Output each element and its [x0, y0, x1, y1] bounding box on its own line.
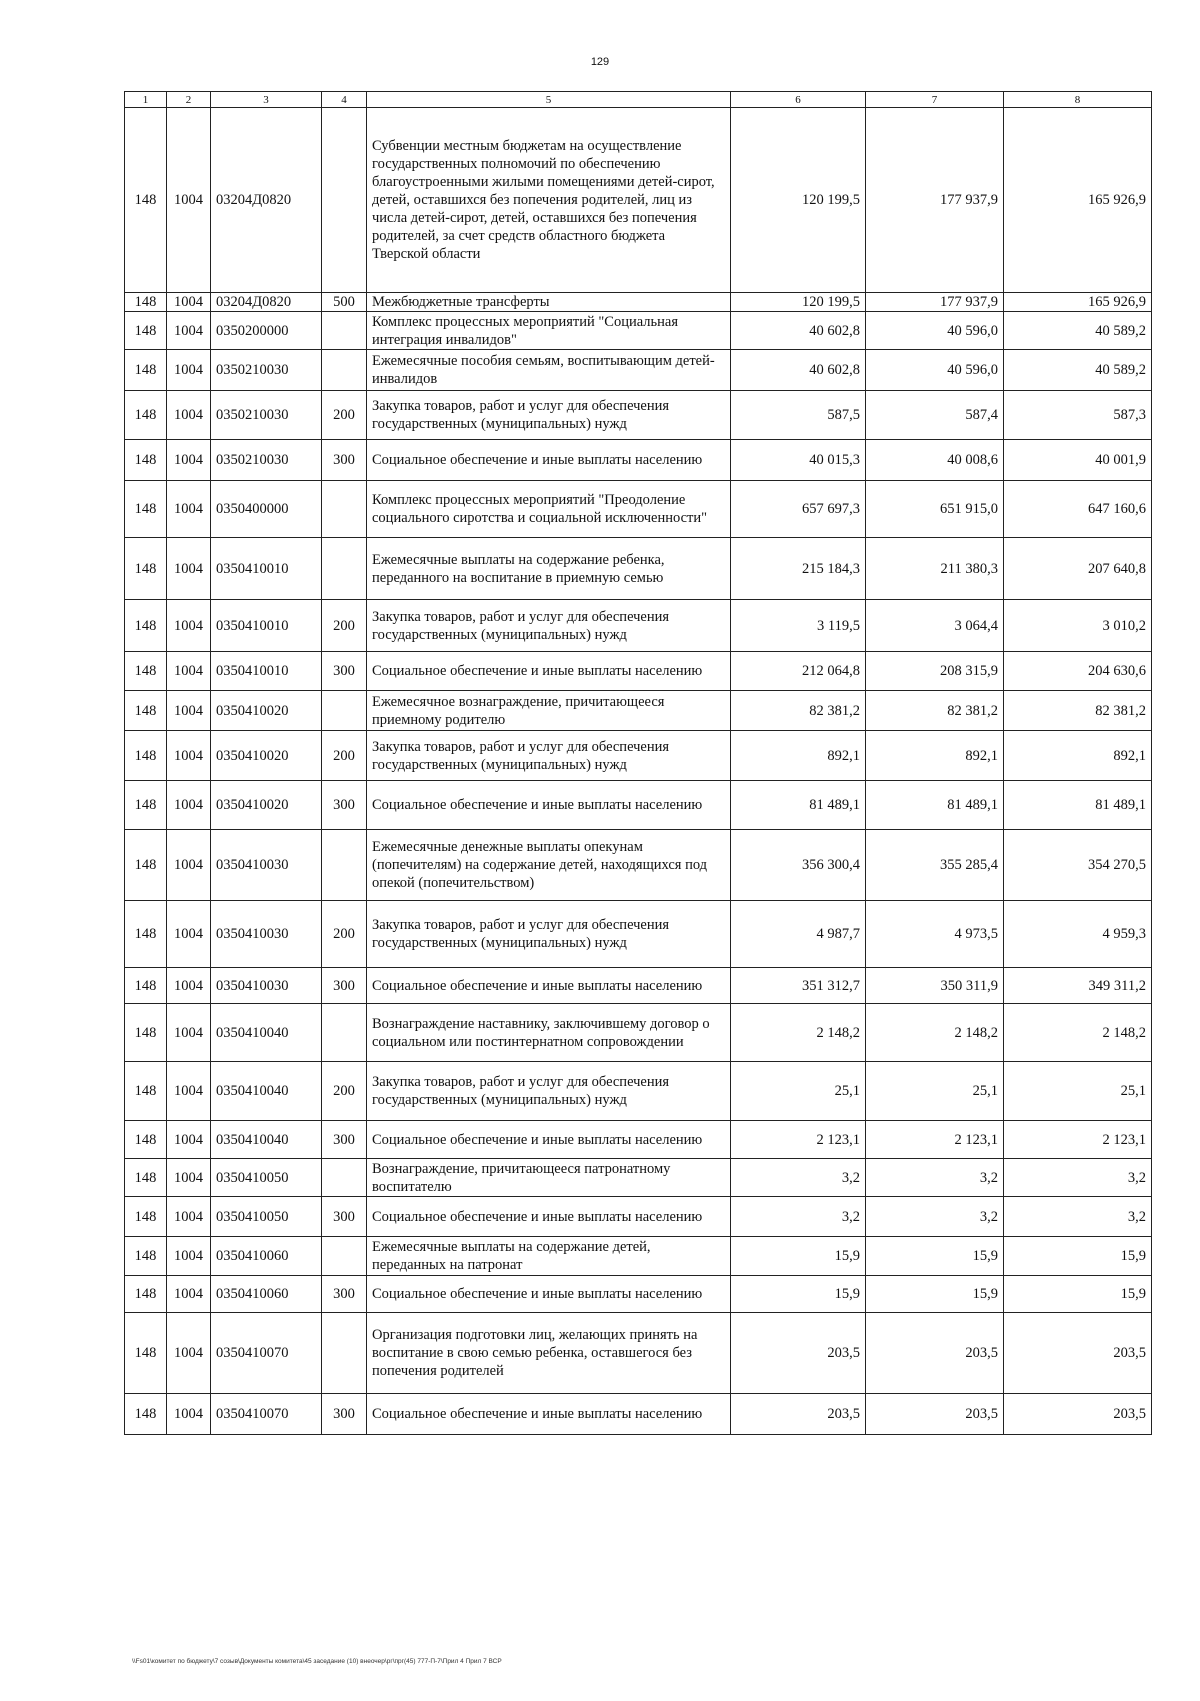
target-article-cell: 0350410020	[211, 731, 322, 781]
expense-type-cell: 300	[322, 440, 367, 481]
admin-code-cell: 148	[125, 350, 167, 391]
section-code-cell: 1004	[167, 538, 211, 600]
admin-code-cell: 148	[125, 391, 167, 440]
amount-year-3-cell: 165 926,9	[1004, 293, 1152, 312]
section-code-cell: 1004	[167, 1276, 211, 1313]
target-article-cell: 03204Д0820	[211, 293, 322, 312]
target-article-cell: 0350210030	[211, 440, 322, 481]
section-code-cell: 1004	[167, 901, 211, 968]
expense-type-cell	[322, 691, 367, 731]
admin-code-cell: 148	[125, 440, 167, 481]
table-row	[125, 350, 1152, 391]
table-row	[125, 293, 1152, 312]
table-row	[125, 481, 1152, 538]
amount-year-2-cell: 350 311,9	[866, 968, 1004, 1004]
target-article-cell: 0350410010	[211, 538, 322, 600]
column-header: 8	[1004, 92, 1152, 108]
table-row	[125, 108, 1152, 293]
expense-type-cell: 200	[322, 1062, 367, 1121]
amount-year-1-cell: 15,9	[731, 1276, 866, 1313]
table-row	[125, 691, 1152, 731]
admin-code-cell: 148	[125, 538, 167, 600]
target-article-cell: 0350410030	[211, 901, 322, 968]
description-cell: Субвенции местным бюджетам на осуществление государственных полномочий по обеспечению благоустроенными жилыми помещениями детей-сирот, детей, оставшихся без попечения родителей, лиц из числа детей-сирот, детей, оставшихся без попечения родителей, за счет средств областного бюджета Тверской области	[367, 108, 731, 293]
amount-year-1-cell: 40 015,3	[731, 440, 866, 481]
table-row	[125, 600, 1152, 652]
amount-year-3-cell: 40 589,2	[1004, 312, 1152, 350]
description-cell: Социальное обеспечение и иные выплаты населению	[367, 1121, 731, 1159]
admin-code-cell: 148	[125, 108, 167, 293]
amount-year-3-cell: 349 311,2	[1004, 968, 1152, 1004]
amount-year-3-cell: 15,9	[1004, 1237, 1152, 1276]
admin-code-cell: 148	[125, 1062, 167, 1121]
amount-year-1-cell: 212 064,8	[731, 652, 866, 691]
table-row	[125, 1276, 1152, 1313]
amount-year-3-cell: 203,5	[1004, 1394, 1152, 1435]
amount-year-1-cell: 40 602,8	[731, 350, 866, 391]
expense-type-cell: 500	[322, 293, 367, 312]
amount-year-2-cell: 15,9	[866, 1237, 1004, 1276]
table-row	[125, 1197, 1152, 1237]
footer-file-path: \\Fs01\комитет по бюджету\7 созыв\Документы комитета\45 заседание (10) внеочер\рг\прг(45) 777-П-7\Прил 4 Прил 7 ВСР	[132, 1658, 502, 1665]
amount-year-1-cell: 25,1	[731, 1062, 866, 1121]
amount-year-1-cell: 120 199,5	[731, 108, 866, 293]
target-article-cell: 0350410060	[211, 1237, 322, 1276]
amount-year-1-cell: 120 199,5	[731, 293, 866, 312]
amount-year-2-cell: 203,5	[866, 1313, 1004, 1394]
description-cell: Ежемесячные денежные выплаты опекунам (попечителям) на содержание детей, находящихся под опекой (попечительством)	[367, 830, 731, 901]
amount-year-1-cell: 2 148,2	[731, 1004, 866, 1062]
admin-code-cell: 148	[125, 293, 167, 312]
section-code-cell: 1004	[167, 293, 211, 312]
target-article-cell: 0350410070	[211, 1394, 322, 1435]
amount-year-2-cell: 40 596,0	[866, 312, 1004, 350]
target-article-cell: 0350410060	[211, 1276, 322, 1313]
amount-year-3-cell: 3 010,2	[1004, 600, 1152, 652]
target-article-cell: 0350410040	[211, 1121, 322, 1159]
amount-year-2-cell: 892,1	[866, 731, 1004, 781]
expense-type-cell: 200	[322, 600, 367, 652]
target-article-cell: 0350410040	[211, 1062, 322, 1121]
section-code-cell: 1004	[167, 391, 211, 440]
amount-year-1-cell: 351 312,7	[731, 968, 866, 1004]
target-article-cell: 0350410050	[211, 1159, 322, 1197]
amount-year-3-cell: 2 148,2	[1004, 1004, 1152, 1062]
admin-code-cell: 148	[125, 1197, 167, 1237]
section-code-cell: 1004	[167, 1121, 211, 1159]
section-code-cell: 1004	[167, 481, 211, 538]
expense-type-cell: 200	[322, 901, 367, 968]
target-article-cell: 0350410020	[211, 691, 322, 731]
amount-year-1-cell: 3,2	[731, 1197, 866, 1237]
description-cell: Ежемесячные выплаты на содержание детей, переданных на патронат	[367, 1237, 731, 1276]
amount-year-2-cell: 82 381,2	[866, 691, 1004, 731]
amount-year-2-cell: 177 937,9	[866, 108, 1004, 293]
expense-type-cell: 300	[322, 1197, 367, 1237]
section-code-cell: 1004	[167, 440, 211, 481]
section-code-cell: 1004	[167, 1394, 211, 1435]
description-cell: Комплекс процессных мероприятий "Социальная интеграция инвалидов"	[367, 312, 731, 350]
amount-year-2-cell: 4 973,5	[866, 901, 1004, 968]
expense-type-cell	[322, 1159, 367, 1197]
amount-year-2-cell: 355 285,4	[866, 830, 1004, 901]
column-header: 6	[731, 92, 866, 108]
amount-year-1-cell: 356 300,4	[731, 830, 866, 901]
target-article-cell: 03204Д0820	[211, 108, 322, 293]
amount-year-3-cell: 587,3	[1004, 391, 1152, 440]
description-cell: Ежемесячные выплаты на содержание ребенка, переданного на воспитание в приемную семью	[367, 538, 731, 600]
description-cell: Комплекс процессных мероприятий "Преодоление социального сиротства и социальной исключенности"	[367, 481, 731, 538]
description-cell: Социальное обеспечение и иные выплаты населению	[367, 1276, 731, 1313]
amount-year-3-cell: 203,5	[1004, 1313, 1152, 1394]
admin-code-cell: 148	[125, 968, 167, 1004]
amount-year-2-cell: 25,1	[866, 1062, 1004, 1121]
column-header: 1	[125, 92, 167, 108]
admin-code-cell: 148	[125, 1237, 167, 1276]
description-cell: Социальное обеспечение и иные выплаты населению	[367, 1394, 731, 1435]
section-code-cell: 1004	[167, 652, 211, 691]
admin-code-cell: 148	[125, 1276, 167, 1313]
table-row	[125, 1237, 1152, 1276]
target-article-cell: 0350410010	[211, 600, 322, 652]
description-cell: Социальное обеспечение и иные выплаты населению	[367, 968, 731, 1004]
amount-year-3-cell: 892,1	[1004, 731, 1152, 781]
amount-year-3-cell: 165 926,9	[1004, 108, 1152, 293]
target-article-cell: 0350410030	[211, 830, 322, 901]
expense-type-cell: 300	[322, 968, 367, 1004]
amount-year-1-cell: 3,2	[731, 1159, 866, 1197]
expense-type-cell	[322, 1004, 367, 1062]
section-code-cell: 1004	[167, 350, 211, 391]
target-article-cell: 0350410040	[211, 1004, 322, 1062]
admin-code-cell: 148	[125, 830, 167, 901]
table-row	[125, 1159, 1152, 1197]
amount-year-2-cell: 2 123,1	[866, 1121, 1004, 1159]
table-row	[125, 652, 1152, 691]
admin-code-cell: 148	[125, 600, 167, 652]
amount-year-3-cell: 207 640,8	[1004, 538, 1152, 600]
admin-code-cell: 148	[125, 1159, 167, 1197]
table-row	[125, 391, 1152, 440]
description-cell: Ежемесячные пособия семьям, воспитывающим детей-инвалидов	[367, 350, 731, 391]
column-header: 3	[211, 92, 322, 108]
table-row	[125, 1004, 1152, 1062]
amount-year-2-cell: 81 489,1	[866, 781, 1004, 830]
amount-year-2-cell: 203,5	[866, 1394, 1004, 1435]
amount-year-1-cell: 4 987,7	[731, 901, 866, 968]
target-article-cell: 0350410030	[211, 968, 322, 1004]
table-row	[125, 1394, 1152, 1435]
description-cell: Закупка товаров, работ и услуг для обеспечения государственных (муниципальных) нужд	[367, 731, 731, 781]
amount-year-1-cell: 215 184,3	[731, 538, 866, 600]
table-row	[125, 968, 1152, 1004]
admin-code-cell: 148	[125, 652, 167, 691]
target-article-cell: 0350410050	[211, 1197, 322, 1237]
budget-table	[124, 91, 1152, 1435]
table-row	[125, 830, 1152, 901]
table-body	[125, 108, 1152, 1435]
amount-year-2-cell: 177 937,9	[866, 293, 1004, 312]
amount-year-2-cell: 587,4	[866, 391, 1004, 440]
table-row	[125, 731, 1152, 781]
amount-year-1-cell: 15,9	[731, 1237, 866, 1276]
description-cell: Социальное обеспечение и иные выплаты населению	[367, 781, 731, 830]
amount-year-2-cell: 40 596,0	[866, 350, 1004, 391]
amount-year-3-cell: 15,9	[1004, 1276, 1152, 1313]
table-row	[125, 1121, 1152, 1159]
amount-year-3-cell: 3,2	[1004, 1197, 1152, 1237]
description-cell: Организация подготовки лиц, желающих принять на воспитание в свою семью ребенка, оставшегося без попечения родителей	[367, 1313, 731, 1394]
section-code-cell: 1004	[167, 691, 211, 731]
expense-type-cell	[322, 830, 367, 901]
expense-type-cell	[322, 312, 367, 350]
description-cell: Социальное обеспечение и иные выплаты населению	[367, 652, 731, 691]
description-cell: Вознаграждение наставнику, заключившему договор о социальном или постинтернатном сопровождении	[367, 1004, 731, 1062]
target-article-cell: 0350400000	[211, 481, 322, 538]
target-article-cell: 0350410010	[211, 652, 322, 691]
table-row	[125, 312, 1152, 350]
description-cell: Межбюджетные трансферты	[367, 293, 731, 312]
expense-type-cell	[322, 108, 367, 293]
section-code-cell: 1004	[167, 968, 211, 1004]
amount-year-3-cell: 2 123,1	[1004, 1121, 1152, 1159]
section-code-cell: 1004	[167, 312, 211, 350]
amount-year-3-cell: 81 489,1	[1004, 781, 1152, 830]
admin-code-cell: 148	[125, 481, 167, 538]
table-row	[125, 901, 1152, 968]
amount-year-2-cell: 40 008,6	[866, 440, 1004, 481]
amount-year-3-cell: 25,1	[1004, 1062, 1152, 1121]
amount-year-1-cell: 3 119,5	[731, 600, 866, 652]
amount-year-3-cell: 3,2	[1004, 1159, 1152, 1197]
expense-type-cell: 300	[322, 781, 367, 830]
admin-code-cell: 148	[125, 731, 167, 781]
description-cell: Закупка товаров, работ и услуг для обеспечения государственных (муниципальных) нужд	[367, 1062, 731, 1121]
amount-year-3-cell: 40 589,2	[1004, 350, 1152, 391]
expense-type-cell: 200	[322, 391, 367, 440]
section-code-cell: 1004	[167, 1237, 211, 1276]
expense-type-cell: 300	[322, 1394, 367, 1435]
amount-year-1-cell: 892,1	[731, 731, 866, 781]
expense-type-cell: 300	[322, 652, 367, 691]
amount-year-1-cell: 203,5	[731, 1394, 866, 1435]
column-header: 2	[167, 92, 211, 108]
admin-code-cell: 148	[125, 1004, 167, 1062]
description-cell: Закупка товаров, работ и услуг для обеспечения государственных (муниципальных) нужд	[367, 600, 731, 652]
amount-year-3-cell: 647 160,6	[1004, 481, 1152, 538]
amount-year-3-cell: 354 270,5	[1004, 830, 1152, 901]
expense-type-cell	[322, 350, 367, 391]
section-code-cell: 1004	[167, 781, 211, 830]
section-code-cell: 1004	[167, 731, 211, 781]
amount-year-2-cell: 3 064,4	[866, 600, 1004, 652]
section-code-cell: 1004	[167, 108, 211, 293]
amount-year-1-cell: 2 123,1	[731, 1121, 866, 1159]
target-article-cell: 0350410020	[211, 781, 322, 830]
section-code-cell: 1004	[167, 1159, 211, 1197]
page-number: 129	[590, 56, 610, 68]
table-row	[125, 1313, 1152, 1394]
amount-year-2-cell: 3,2	[866, 1159, 1004, 1197]
amount-year-2-cell: 651 915,0	[866, 481, 1004, 538]
amount-year-2-cell: 2 148,2	[866, 1004, 1004, 1062]
expense-type-cell	[322, 538, 367, 600]
admin-code-cell: 148	[125, 312, 167, 350]
admin-code-cell: 148	[125, 1394, 167, 1435]
section-code-cell: 1004	[167, 1313, 211, 1394]
section-code-cell: 1004	[167, 1062, 211, 1121]
description-cell: Закупка товаров, работ и услуг для обеспечения государственных (муниципальных) нужд	[367, 391, 731, 440]
table-row	[125, 440, 1152, 481]
amount-year-2-cell: 3,2	[866, 1197, 1004, 1237]
amount-year-2-cell: 208 315,9	[866, 652, 1004, 691]
description-cell: Вознаграждение, причитающееся патронатному воспитателю	[367, 1159, 731, 1197]
amount-year-1-cell: 81 489,1	[731, 781, 866, 830]
admin-code-cell: 148	[125, 1313, 167, 1394]
description-cell: Социальное обеспечение и иные выплаты населению	[367, 440, 731, 481]
section-code-cell: 1004	[167, 830, 211, 901]
target-article-cell: 0350200000	[211, 312, 322, 350]
table-row	[125, 781, 1152, 830]
section-code-cell: 1004	[167, 1004, 211, 1062]
column-number-row	[125, 92, 1152, 108]
target-article-cell: 0350210030	[211, 350, 322, 391]
column-header: 4	[322, 92, 367, 108]
description-cell: Закупка товаров, работ и услуг для обеспечения государственных (муниципальных) нужд	[367, 901, 731, 968]
amount-year-1-cell: 587,5	[731, 391, 866, 440]
target-article-cell: 0350410070	[211, 1313, 322, 1394]
table-row	[125, 538, 1152, 600]
expense-type-cell: 300	[322, 1121, 367, 1159]
amount-year-1-cell: 82 381,2	[731, 691, 866, 731]
expense-type-cell	[322, 481, 367, 538]
admin-code-cell: 148	[125, 691, 167, 731]
column-header: 7	[866, 92, 1004, 108]
section-code-cell: 1004	[167, 600, 211, 652]
expense-type-cell	[322, 1313, 367, 1394]
admin-code-cell: 148	[125, 1121, 167, 1159]
amount-year-3-cell: 82 381,2	[1004, 691, 1152, 731]
description-cell: Социальное обеспечение и иные выплаты населению	[367, 1197, 731, 1237]
amount-year-3-cell: 204 630,6	[1004, 652, 1152, 691]
section-code-cell: 1004	[167, 1197, 211, 1237]
amount-year-1-cell: 40 602,8	[731, 312, 866, 350]
expense-type-cell: 300	[322, 1276, 367, 1313]
description-cell: Ежемесячное вознаграждение, причитающееся приемному родителю	[367, 691, 731, 731]
table-row	[125, 1062, 1152, 1121]
amount-year-2-cell: 15,9	[866, 1276, 1004, 1313]
amount-year-2-cell: 211 380,3	[866, 538, 1004, 600]
expense-type-cell	[322, 1237, 367, 1276]
amount-year-1-cell: 657 697,3	[731, 481, 866, 538]
admin-code-cell: 148	[125, 781, 167, 830]
admin-code-cell: 148	[125, 901, 167, 968]
amount-year-3-cell: 4 959,3	[1004, 901, 1152, 968]
expense-type-cell: 200	[322, 731, 367, 781]
target-article-cell: 0350210030	[211, 391, 322, 440]
amount-year-1-cell: 203,5	[731, 1313, 866, 1394]
column-header: 5	[367, 92, 731, 108]
amount-year-3-cell: 40 001,9	[1004, 440, 1152, 481]
